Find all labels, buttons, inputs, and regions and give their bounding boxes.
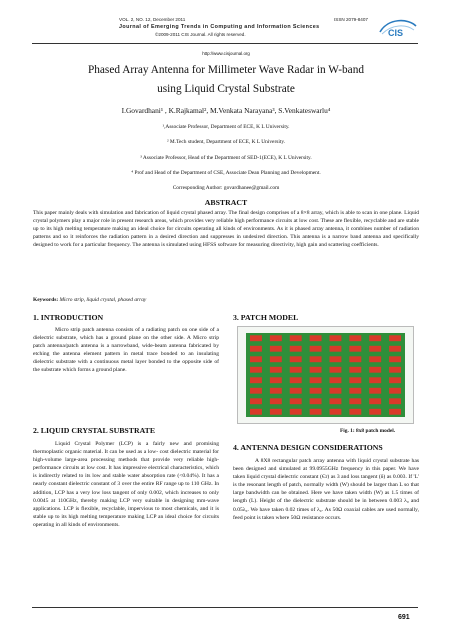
patch-element — [349, 335, 361, 341]
patch-element — [250, 335, 262, 341]
patch-element — [389, 346, 401, 352]
keywords-line — [33, 297, 146, 303]
patch-element — [250, 409, 262, 415]
patch-element — [329, 335, 341, 341]
patch-element — [250, 356, 262, 362]
section-1-text: Micro strip patch antenna consists of a radiating patch on one side of a dielectric substrate, which has a ground plane on the other side. A Micro strip patch antenna/patch antenna is a narrowband, wide-beam antenna fabricated by etching the antenna element pattern in metal trace bonded to an insulating dielectric substrate with a continuous metal layer bonded to the opposite side of the substrate which forms a ground plane. — [33, 327, 219, 374]
patch-element — [250, 377, 262, 383]
footer-rule — [32, 607, 418, 608]
patch-element — [349, 346, 361, 352]
keywords-text: Micro strip, liquid crystal, phased array — [59, 297, 147, 303]
section-2-text: Liquid Crystal Polymer (LCP) is a fairly new and promising thermoplastic organic material. It can be used as a low- cost dielectric material for high-volume large-area processing methods that provide very reliable high-performance circuits at low cost. It has impressive electrical characteristics, which is indirectly related to its low and stable water absorption rate (<0.04%). It has a nearly constant dielectric constant of 3 over the entire RF range up to 110 GHz. In addition, LCP has a very low loss tangent of only 0.002, which increases to only 0.0045 at 110GHz, thereby making LCP very suitable in designing mm-wave applications. LCP is flexible, recyclable, impervious to most chemicals, and it is stable up to its high melting temperature making LCP an ideal choice for circuits operating in all kinds of environments. — [33, 441, 219, 528]
patch-element — [310, 346, 322, 352]
patch-element — [310, 356, 322, 362]
patch-element — [290, 367, 302, 373]
patch-element — [349, 388, 361, 394]
abstract-text: This paper mainly deals with simulation and fabrication of liquid crystal phased array. The final design comprises of a 8×8 array, which is able to scan in one plane. Liquid crystal polymers play a major role in present research areas, which provides very reliable high performance circuits at low cost. These are flexible, recyclable and are stable up to its high melting temperature making an ideal choice for circuits operating all kinds of environments. As it is phased array antenna, it combines number of radiation patterns and so it reinforces the radiation pattern in a desired direction and suppresses in undesired direction. This antenna is a narrow band antenna and specifically designed to work for a particular frequency. The antenna is simulated using HFSS software for measuring directivity, high gain and scattering coefficients. — [33, 210, 419, 249]
patch-element — [329, 409, 341, 415]
patch-element — [250, 346, 262, 352]
affiliation-1: ¹,Associate Professor, Department of ECE, K L University. — [162, 124, 290, 130]
copyright: ©2009-2011 CIS Journal. All rights reserved. — [155, 32, 246, 37]
patch-element — [389, 388, 401, 394]
section-2-heading: 2. LIQUID CRYSTAL SUBSTRATE — [33, 426, 156, 435]
patch-element — [329, 388, 341, 394]
patch-element — [349, 409, 361, 415]
patch-element — [329, 346, 341, 352]
patch-element — [369, 398, 381, 404]
patch-element — [310, 398, 322, 404]
patch-element — [329, 367, 341, 373]
patch-element — [349, 367, 361, 373]
patch-element — [270, 388, 282, 394]
patch-element — [329, 356, 341, 362]
patch-element — [270, 409, 282, 415]
patch-element — [310, 377, 322, 383]
affiliation-3: ³ Associate Professor, Head of the Department of SED-1(ECE), K L University. — [140, 155, 312, 161]
page-number: 691 — [398, 614, 410, 621]
patch-element — [270, 398, 282, 404]
logo-text: CIS — [388, 28, 404, 38]
patch-element — [270, 335, 282, 341]
volume-line: VOL. 2, NO. 12, December 2011 — [119, 17, 186, 22]
section-4-text: A 8X8 rectangular patch array antenna with liquid crystal substrate has been designed and simulated at 99.0955GHz frequency in this paper. We have taken liquid crystal dielectric constant (Єr) as 3 and loss tangent (δ) as 0.003. If 'L' is the resonant length of patch, normally width (W) should be larger than L so that large bandwidth can be obtained. Here we have taken width (W) as 1.5 times of length (L). Height of the dielectric substrate should be in between 0.003 λ₀ and 0.05λ₀. We have taken 0.02 times of λ₀. As 50Ω coaxial cables are used normally, feed point is taken where 50Ω resistance occurs. — [233, 458, 419, 521]
patch-element — [270, 346, 282, 352]
affiliation-2: ² M.Tech student, Department of ECE, K L University. — [166, 139, 286, 145]
patch-element — [369, 377, 381, 383]
patch-element — [290, 409, 302, 415]
issn: ISSN 2079-8407 — [334, 17, 368, 22]
patch-element — [369, 388, 381, 394]
section-3-heading: 3. PATCH MODEL — [233, 313, 299, 322]
patch-element — [329, 398, 341, 404]
section-1-heading: 1. INTRODUCTION — [33, 313, 104, 322]
patch-element — [369, 356, 381, 362]
figure-caption — [340, 428, 395, 434]
patch-element — [310, 335, 322, 341]
patch-element — [290, 335, 302, 341]
patch-model-figure — [237, 326, 414, 424]
patch-element — [250, 398, 262, 404]
substrate — [246, 333, 405, 417]
patch-element — [369, 409, 381, 415]
patch-element — [389, 367, 401, 373]
journal-url[interactable]: http://www.cisjournal.org — [202, 51, 250, 56]
affiliation-4: ⁴ Prof and Head of the Department of CSE, Associate Dean Planning and Development. — [131, 170, 321, 176]
patch-element — [270, 367, 282, 373]
patch-element — [389, 335, 401, 341]
patch-element — [389, 356, 401, 362]
patch-element — [389, 409, 401, 415]
patch-element — [290, 398, 302, 404]
patch-element — [349, 398, 361, 404]
patch-element — [290, 346, 302, 352]
patch-element — [369, 346, 381, 352]
section-4-heading: 4. ANTENNA DESIGN CONSIDERATIONS — [233, 443, 383, 452]
patch-element — [290, 377, 302, 383]
header-rule — [32, 43, 418, 44]
patch-element — [250, 388, 262, 394]
paper-title-line1: Phased Array Antenna for Millimeter Wave Radar in W-band — [87, 64, 364, 76]
figure-caption-text: Fig. 1: 8x8 patch model. — [340, 428, 396, 434]
patch-element — [310, 388, 322, 394]
journal-name: Journal of Emerging Trends in Computing and Information Sciences — [119, 24, 320, 30]
patch-element — [270, 377, 282, 383]
patch-element — [290, 388, 302, 394]
journal-logo — [378, 16, 418, 38]
patch-element — [310, 409, 322, 415]
patch-element — [310, 367, 322, 373]
corresponding-author: Corresponding Author: govardhanee@gmail.com — [172, 185, 280, 191]
patch-element — [389, 398, 401, 404]
abstract-heading: ABSTRACT — [204, 198, 248, 207]
patch-element — [349, 356, 361, 362]
paper-authors: I.Govardhani¹ , K.Rajkamal², M.Venkata Narayana³, S.Venkateswarlu⁴ — [121, 106, 331, 115]
patch-element — [290, 356, 302, 362]
patch-element — [349, 377, 361, 383]
patch-element — [329, 377, 341, 383]
paper-title-line2: using Liquid Crystal Substrate — [157, 83, 295, 95]
patch-element — [270, 356, 282, 362]
patch-element — [369, 367, 381, 373]
keywords-label: Keywords: — [33, 297, 59, 303]
patch-element — [389, 377, 401, 383]
patch-element — [369, 335, 381, 341]
patch-element — [250, 367, 262, 373]
